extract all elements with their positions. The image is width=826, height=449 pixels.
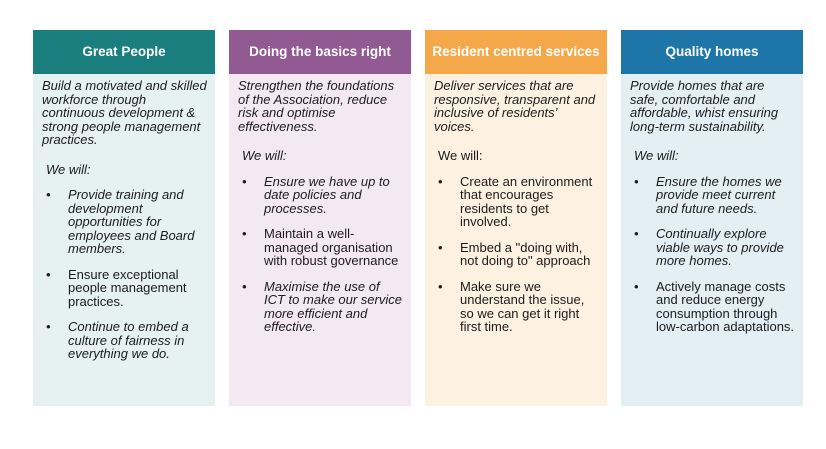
list-item-text: Provide training and development opportunities for employees and Board members. [68,187,195,256]
bullet-icon: • [242,226,247,241]
list-item-text: Maintain a well-managed organisation with robust governance [264,226,399,268]
list-item-text: Embed a "doing with, not doing to" approach [460,239,591,268]
commitment-list [434,175,599,334]
list-item [42,188,207,256]
bullet-icon: • [46,319,51,334]
list-item [434,175,599,229]
bullet-icon: • [634,173,639,189]
we-will-label: We will: [46,161,91,177]
list-item [238,175,403,216]
list-item-text: Continue to embed a culture of fairness in everything we do. [68,319,189,361]
column-title: Great People [33,30,215,74]
bullet-icon: • [242,278,247,294]
list-item-text: Actively manage costs and reduce energy consumption through low-carbon adaptations. [656,278,795,334]
we-will-label: We will: [438,148,483,163]
column-body [33,74,215,406]
column-intro: Build a motivated and skilled workforce through continuous development & strong people management practices. [42,78,207,147]
column-great-people [33,30,215,406]
commitment-list [42,188,207,361]
column-body [229,74,411,406]
bullet-icon: • [438,278,443,294]
column-quality-homes [621,30,803,406]
bullet-icon: • [634,278,639,294]
list-item-text: Ensure exceptional people management practices. [68,266,187,309]
bullet-icon: • [634,226,639,241]
bullet-icon: • [242,173,247,189]
bullet-icon: • [438,239,443,255]
list-item [434,280,599,334]
column-intro: Provide homes that are safe, comfortable and affordable, whist ensuring long-term sustainability. [630,78,779,134]
column-title: Doing the basics right [229,30,411,74]
list-item-text: Continually explore viable ways to provide more homes. [656,226,784,268]
list-item-text: Create an environment that encourages residents to get involved. [460,173,593,229]
commitment-list [238,175,403,334]
list-item-text: Ensure we have up to date policies and processes. [264,173,390,216]
list-item [238,280,403,334]
bullet-icon: • [438,173,443,189]
list-item [630,280,795,334]
list-item [630,175,795,216]
list-item [238,227,403,268]
list-item-text: Ensure the homes we provide meet current and future needs. [656,173,782,216]
column-body [425,74,607,406]
column-resident-centred-services [425,30,607,406]
column-doing-the-basics-right [229,30,411,406]
column-body [621,74,803,406]
list-item [434,241,599,268]
list-item [630,227,795,268]
list-item-text: Maximise the use of ICT to make our service more efficient and effective. [264,278,402,334]
column-intro: Deliver services that are responsive, transparent and inclusive of residents’ voices. [434,78,596,134]
commitment-list [630,175,795,334]
bullet-icon: • [46,187,51,202]
column-title: Resident centred services [425,30,607,74]
column-title: Quality homes [621,30,803,74]
we-will-label: We will: [634,148,679,163]
column-intro: Strengthen the foundations of the Association, reduce risk and optimise effectiveness. [238,78,395,134]
we-will-label: We will: [242,148,287,163]
list-item [42,320,207,361]
list-item [42,268,207,309]
list-item-text: Make sure we understand the issue, so we can get it right first time. [460,278,585,334]
bullet-icon: • [46,266,51,282]
